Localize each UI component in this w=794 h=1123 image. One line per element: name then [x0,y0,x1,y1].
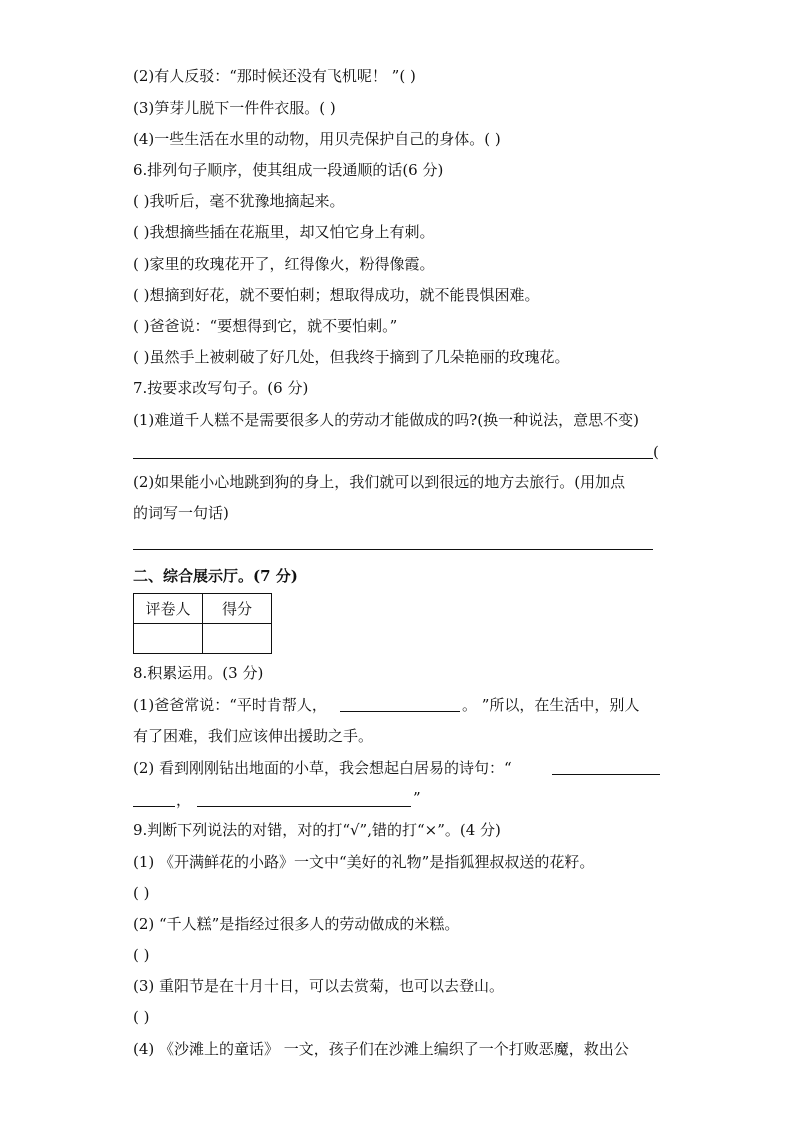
close-quote: ” [413,789,421,807]
question-8-item-1-cont: 有了困难，我们应该伸出援助之手。 [133,727,374,745]
fill-blank[interactable] [133,806,175,807]
fill-blank[interactable] [552,774,660,775]
question-8-item-2: (2) 看到刚刚钻出地面的小草，我会想起白居易的诗句：“ [133,759,512,777]
question-9-item-1: (1) 《开满鲜花的小路》一文中“美好的礼物”是指狐狸叔叔送的花籽。 [133,853,595,871]
question-7-item-1: (1)难道千人糕不是需要很多人的劳动才能做成的吗?(换一种说法，意思不变) [133,411,639,429]
question-6-sentence: ( )家里的玫瑰花开了，红得像火，粉得像霞。 [133,255,435,273]
question-7-title: 7.按要求改写句子。(6 分) [133,379,309,397]
question-8-item-1-a: (1)爸爸常说：“平时肯帮人， [133,696,327,714]
question-6-sentence: ( )爸爸说：“要想得到它，就不要怕刺。” [133,317,398,335]
question-6-title: 6.排列句子顺序，使其组成一段通顺的话(6 分) [133,161,444,179]
question-8-title: 8.积累运用。(3 分) [133,664,264,682]
answer-line-paren: ( [653,443,659,461]
score-table [133,593,272,654]
question-5-item-2: (2)有人反驳：“那时候还没有飞机呢！ ”( ) [133,67,416,85]
question-6-sentence: ( )想摘到好花，就不要怕刺；想取得成功，就不能畏惧困难。 [133,286,540,304]
question-8-item-1-b: 。 ”所以，在生活中，别人 [462,696,640,714]
judge-answer-paren[interactable]: ( ) [133,1008,150,1026]
judge-answer-paren[interactable]: ( ) [133,946,150,964]
question-9-item-4: (4) 《沙滩上的童话》 一文，孩子们在沙滩上编织了一个打败恶魔，救出公 [133,1040,629,1058]
answer-line[interactable] [133,549,653,550]
question-6-sentence: ( )我听后，毫不犹豫地摘起来。 [133,192,345,210]
question-9-title: 9.判断下列说法的对错，对的打“√”,错的打“×”。(4 分) [133,821,501,839]
grader-cell[interactable] [134,624,203,654]
score-header: 得分 [203,594,272,624]
question-7-item-2: (2)如果能小心地跳到狗的身上，我们就可以到很远的地方去旅行。(用加点 [133,473,626,491]
comma: ， [176,791,192,809]
question-5-item-4: (4)一些生活在水里的动物，用贝壳保护自己的身体。( ) [133,130,501,148]
question-6-sentence: ( )虽然手上被刺破了好几处，但我终于摘到了几朵艳丽的玫瑰花。 [133,348,570,366]
question-9-item-3: (3) 重阳节是在十月十日，可以去赏菊，也可以去登山。 [133,977,505,995]
answer-line[interactable] [133,458,653,459]
question-6-sentence: ( )我想摘些插在花瓶里，却又怕它身上有刺。 [133,223,435,241]
grader-header: 评卷人 [134,594,203,624]
fill-blank[interactable] [197,806,411,807]
score-cell[interactable] [203,624,272,654]
judge-answer-paren[interactable]: ( ) [133,884,150,902]
question-9-item-2: (2) “千人糕”是指经过很多人的劳动做成的米糕。 [133,915,460,933]
section-2-heading: 二、综合展示厅。(7 分) [133,567,298,585]
question-7-item-2-cont: 的词写一句话) [133,504,229,522]
question-5-item-3: (3)笋芽儿脱下一件件衣服。( ) [133,99,336,117]
fill-blank[interactable] [340,711,460,712]
